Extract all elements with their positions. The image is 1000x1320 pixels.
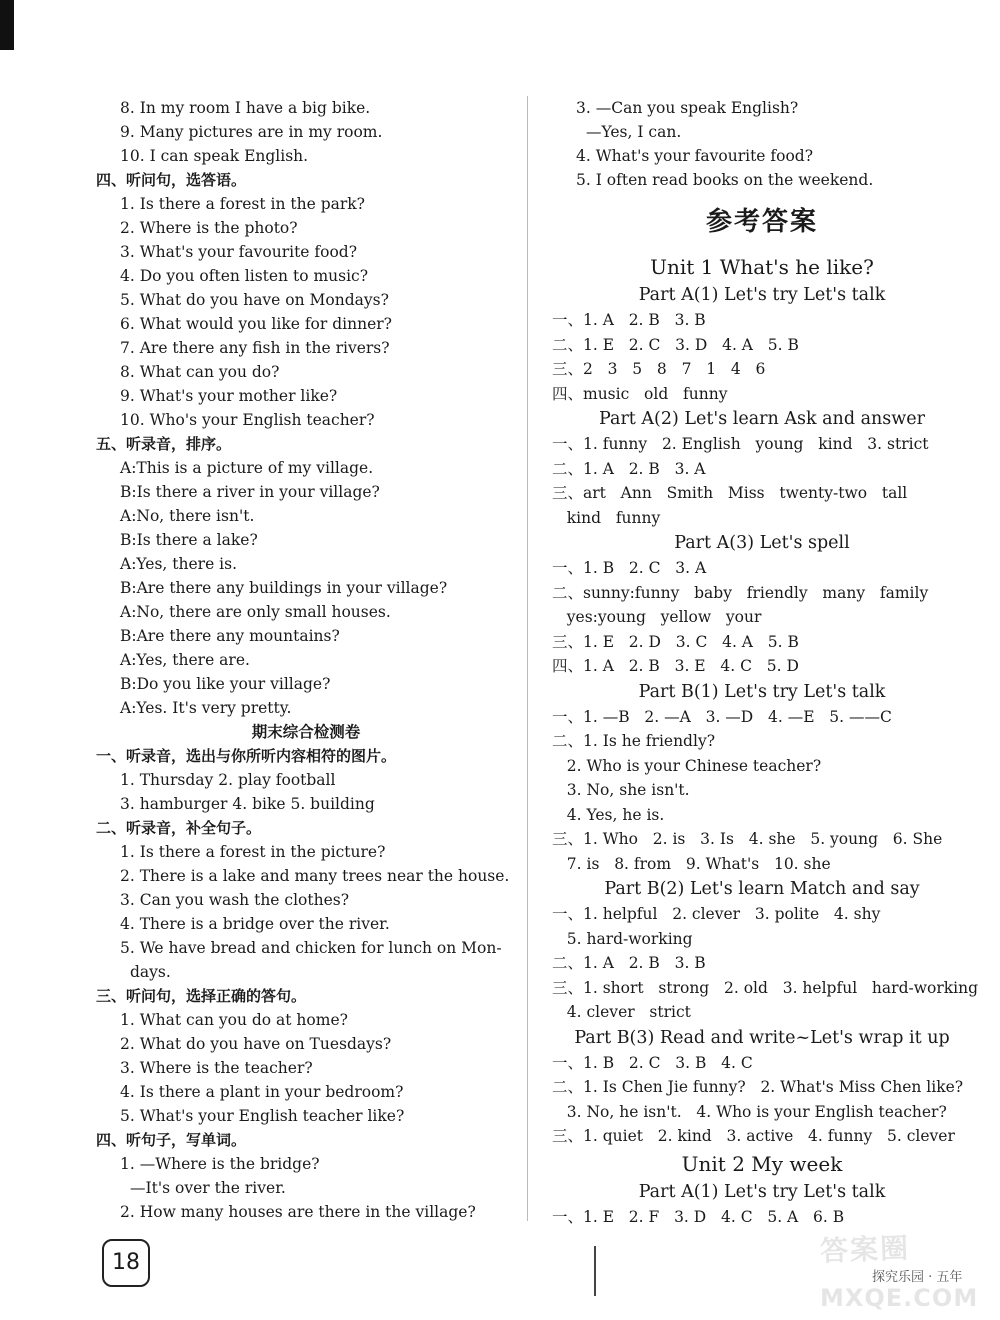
text-line: A:Yes, there are.: [120, 651, 250, 669]
answer-line: 一、1. helpful 2. clever 3. polite 4. shy: [552, 905, 881, 923]
answer-line: 四、1. A 2. B 3. E 4. C 5. D: [552, 657, 799, 675]
text-line: 3. Where is the teacher?: [120, 1059, 313, 1077]
text-line: A:No, there are only small houses.: [120, 603, 391, 621]
answer-line: 2. Who is your Chinese teacher?: [552, 756, 822, 775]
text-line: 5. We have bread and chicken for lunch on Mon-: [120, 939, 502, 957]
answer-line: 一、1. —B 2. —A 3. —D 4. —E 5. ——C: [552, 707, 892, 726]
answer-line: 三、1. short strong 2. old 3. helpful hard-working: [552, 978, 978, 997]
text-line: days.: [130, 963, 171, 981]
text-line: 3. hamburger 4. bike 5. building: [120, 795, 375, 813]
text-line: B:Do you like your village?: [120, 675, 331, 693]
column-divider: [527, 96, 528, 1221]
answer-line: 三、1. Who 2. is 3. Is 4. she 5. young 6. She: [552, 830, 943, 848]
text-line: 1. Is there a forest in the park?: [120, 195, 365, 213]
answer-line: 三、1. E 2. D 3. C 4. A 5. B: [552, 632, 799, 651]
section-heading: 三、听问句，选择正确的答句。: [96, 987, 307, 1005]
part-heading: Part A(3) Let's spell: [674, 533, 850, 553]
answer-line: 7. is 8. from 9. What's 10. she: [552, 854, 831, 873]
text-line: B:Is there a lake?: [120, 531, 258, 549]
answer-line: 二、sunny:funny baby friendly many family: [552, 583, 929, 602]
right-column: [552, 96, 978, 1229]
section-heading: 二、听录音，补全句子。: [96, 819, 262, 837]
part-heading: Part B(2) Let's learn Match and say: [604, 879, 920, 899]
text-line: 10. Who's your English teacher?: [120, 411, 375, 429]
answer-line: 3. No, she isn't.: [552, 781, 690, 799]
watermark-url: MXQE.COM: [820, 1284, 979, 1312]
text-line: B:Are there any mountains?: [120, 627, 340, 645]
text-line: 5. I often read books on the weekend.: [576, 171, 874, 189]
answer-line: 二、1. A 2. B 3. A: [552, 459, 706, 478]
part-heading: Part A(1) Let's try Let's talk: [638, 1181, 886, 1202]
text-line: 1. Thursday 2. play football: [120, 771, 336, 789]
answer-key-title: 参考答案: [705, 207, 818, 237]
text-line: 5. What's your English teacher like?: [120, 1107, 405, 1125]
text-line: 9. What's your mother like?: [120, 387, 338, 405]
text-line: A:Yes. It's very pretty.: [120, 699, 292, 717]
answer-line: 三、2 3 5 8 7 1 4 6: [552, 360, 766, 378]
text-line: B:Are there any buildings in your village?: [120, 579, 448, 597]
footer-label: 探究乐园 · 五年: [872, 1270, 963, 1285]
answer-line: 二、1. Is he friendly?: [552, 732, 716, 750]
text-line: 4. Do you often listen to music?: [120, 267, 369, 285]
left-column: [96, 96, 516, 1224]
page-number: 18: [102, 1239, 150, 1287]
exam-title: 期末综合检测卷: [251, 723, 361, 741]
text-line: A:This is a picture of my village.: [120, 459, 374, 477]
text-line: 2. What do you have on Tuesdays?: [120, 1035, 392, 1053]
text-line: 8. In my room I have a big bike.: [120, 99, 371, 117]
part-heading: Part B(1) Let's try Let's talk: [638, 681, 886, 702]
text-line: 1. Is there a forest in the picture?: [120, 843, 386, 861]
section-heading: 四、听问句，选答语。: [96, 171, 247, 189]
answer-line: 5. hard-working: [552, 929, 693, 948]
answer-line: 3. No, he isn't. 4. Who is your English teacher?: [552, 1102, 947, 1121]
text-line: A:Yes, there is.: [120, 555, 238, 573]
text-line: —It's over the river.: [130, 1179, 286, 1197]
answer-line: 二、1. E 2. C 3. D 4. A 5. B: [552, 335, 799, 354]
part-heading: Part B(3) Read and write~Let's wrap it up: [574, 1027, 950, 1048]
answer-line: 一、1. funny 2. English young kind 3. strict: [552, 435, 929, 453]
answer-line: 一、1. B 2. C 3. B 4. C: [552, 1053, 753, 1072]
text-line: B:Is there a river in your village?: [120, 483, 380, 501]
answer-line: kind funny: [552, 508, 661, 527]
unit-heading: Unit 2 My week: [681, 1151, 843, 1176]
answer-line: 二、1. Is Chen Jie funny? 2. What's Miss Chen like?: [552, 1078, 964, 1096]
part-heading: Part A(2) Let's learn Ask and answer: [599, 409, 925, 429]
text-line: —Yes, I can.: [586, 123, 682, 141]
answer-line: 三、1. quiet 2. kind 3. active 4. funny 5. clever: [552, 1127, 955, 1145]
text-line: 9. Many pictures are in my room.: [120, 123, 383, 141]
answer-line: 四、music old funny: [552, 384, 728, 403]
text-line: 4. Is there a plant in your bedroom?: [120, 1083, 404, 1101]
section-heading: 一、听录音，选出与你所听内容相符的图片。: [96, 747, 397, 765]
text-line: 2. There is a lake and many trees near the house.: [120, 867, 510, 885]
answer-line: 二、1. A 2. B 3. B: [552, 954, 706, 972]
text-line: 7. Are there any fish in the rivers?: [120, 339, 390, 357]
text-line: 6. What would you like for dinner?: [120, 315, 392, 333]
text-line: 3. Can you wash the clothes?: [120, 891, 350, 909]
text-line: 2. Where is the photo?: [120, 219, 298, 237]
answer-line: yes:young yellow your: [552, 608, 762, 626]
section-heading: 四、听句子，写单词。: [96, 1131, 247, 1149]
answer-line: 一、1. A 2. B 3. B: [552, 311, 706, 329]
answer-line: 一、1. E 2. F 3. D 4. C 5. A 6. B: [552, 1207, 845, 1226]
section-heading: 五、听录音，排序。: [96, 435, 232, 453]
text-line: 5. What do you have on Mondays?: [120, 291, 389, 309]
text-line: 4. There is a bridge over the river.: [120, 915, 390, 933]
text-line: 2. How many houses are there in the village?: [120, 1203, 476, 1221]
text-line: 8. What can you do?: [120, 363, 280, 381]
part-heading: Part A(1) Let's try Let's talk: [638, 285, 886, 305]
answer-line: 一、1. B 2. C 3. A: [552, 559, 707, 577]
text-line: A:No, there isn't.: [120, 507, 255, 525]
text-line: 1. —Where is the bridge?: [120, 1155, 320, 1173]
watermark: 答案圈: [819, 1231, 911, 1268]
text-line: 4. What's your favourite food?: [576, 147, 814, 165]
answer-line: 4. clever strict: [552, 1003, 691, 1021]
text-line: 3. What's your favourite food?: [120, 243, 358, 261]
spine-line: [594, 1246, 596, 1296]
unit-heading: Unit 1 What's he like?: [650, 255, 874, 279]
answer-line: 4. Yes, he is.: [552, 805, 665, 824]
text-line: 1. What can you do at home?: [120, 1011, 348, 1029]
text-line: 10. I can speak English.: [120, 147, 309, 165]
corner-print-mark: [0, 0, 14, 50]
text-line: 3. —Can you speak English?: [576, 99, 799, 117]
answer-line: 三、art Ann Smith Miss twenty-two tall: [552, 484, 908, 502]
